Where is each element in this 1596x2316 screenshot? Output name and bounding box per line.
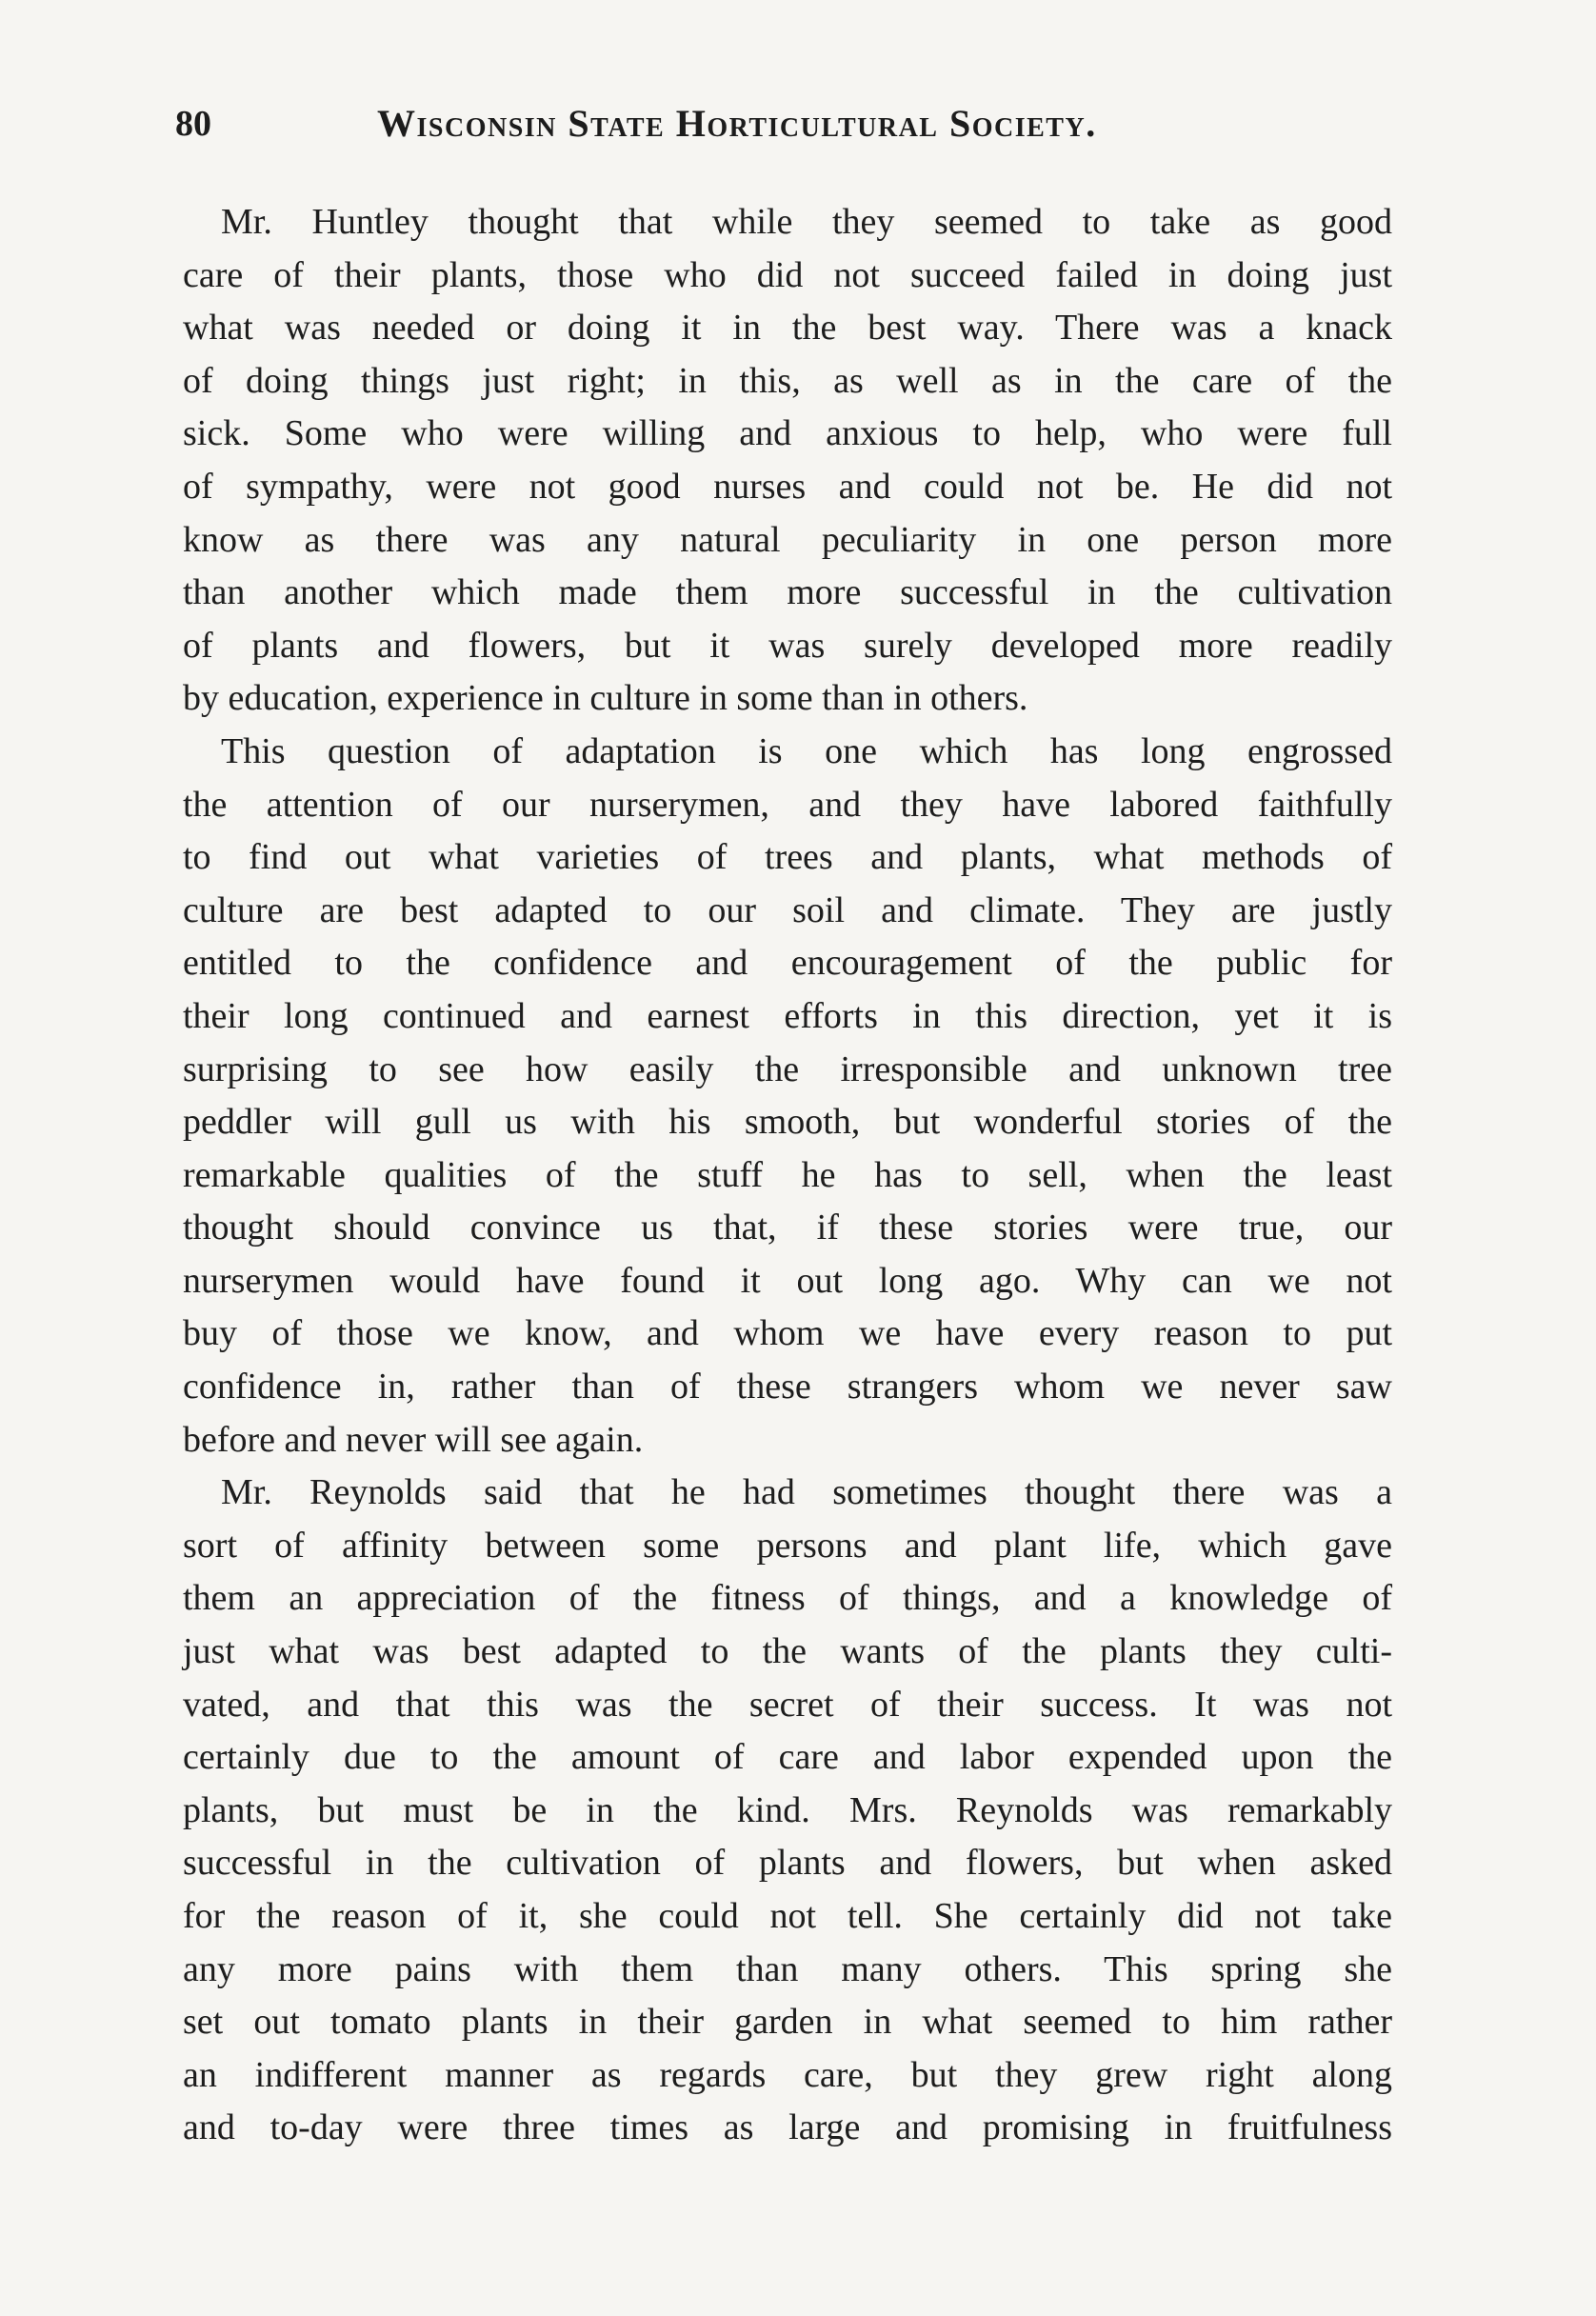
text-line: them an appreciation of the fitness of things, and a knowledge of — [183, 1578, 1392, 1619]
text-line: know as there was any natural peculiarity in one person more — [183, 519, 1392, 560]
text-line: by education, experience in culture in some than in others. — [183, 678, 1028, 719]
text-line: the attention of our nurserymen, and they have labored faithfully — [183, 784, 1392, 825]
body-text — [183, 196, 1392, 2155]
text-line: Mr. Reynolds said that he had sometimes thought there was a — [221, 1472, 1392, 1513]
text-line: for the reason of it, she could not tell. She certainly did not take — [183, 1896, 1392, 1936]
text-line: culture are best adapted to our soil and climate. They are justly — [183, 889, 1392, 930]
text-line: thought should convince us that, if these stories were true, our — [183, 1208, 1392, 1248]
text-line: certainly due to the amount of care and labor expended upon the — [183, 1737, 1392, 1778]
text-line: sick. Some who were willing and anxious to help, who were full — [183, 413, 1392, 454]
text-line: buy of those we know, and whom we have every reason to put — [183, 1313, 1392, 1354]
text-line: of doing things just right; in this, as well as in the care of the — [183, 360, 1392, 401]
text-line: before and never will see again. — [183, 1419, 644, 1460]
paragraph-3 — [183, 1467, 1392, 2155]
text-line: of plants and flowers, but it was surely developed more readily — [183, 625, 1392, 666]
text-line: nurserymen would have found it out long ago. Why can we not — [183, 1260, 1392, 1301]
text-line: successful in the cultivation of plants and flowers, but when asked — [183, 1843, 1392, 1884]
page-number: 80 — [175, 104, 211, 144]
text-line: remarkable qualities of the stuff he has to sell, when the least — [183, 1154, 1392, 1195]
text-line: entitled to the confidence and encouragement of the public for — [183, 943, 1392, 984]
text-line: just what was best adapted to the wants of the plants they culti- — [183, 1631, 1392, 1672]
page-header — [175, 101, 1413, 158]
paragraph-2 — [183, 726, 1392, 1467]
text-line: than another which made them more successful in the cultivation — [183, 572, 1392, 613]
text-line: confidence in, rather than of these strangers whom we never saw — [183, 1367, 1392, 1408]
text-line: set out tomato plants in their garden in what seemed to him rather — [183, 2002, 1392, 2043]
text-line: any more pains with them than many others. This spring she — [183, 1948, 1392, 1989]
text-line: sort of affinity between some persons and plant life, which gave — [183, 1525, 1392, 1566]
text-line: of sympathy, were not good nurses and could not be. He did not — [183, 466, 1392, 507]
text-line: peddler will gull us with his smooth, but wonderful stories of the — [183, 1102, 1392, 1143]
text-line: to find out what varieties of trees and plants, what methods of — [183, 837, 1392, 878]
text-line: an indifferent manner as regards care, but they grew right along — [183, 2054, 1392, 2095]
paragraph-1 — [183, 196, 1392, 726]
text-line: This question of adaptation is one which has long engrossed — [221, 730, 1392, 771]
text-line: care of their plants, those who did not succeed failed in doing just — [183, 254, 1392, 295]
text-line: and to-day were three times as large and promising in fruitfulness — [183, 2107, 1392, 2148]
text-line: their long continued and earnest efforts in this direction, yet it is — [183, 995, 1392, 1036]
text-line: plants, but must be in the kind. Mrs. Reynolds was remarkably — [183, 1789, 1392, 1830]
running-title: Wisconsin State Horticultural Society. — [377, 102, 1097, 145]
text-line: vated, and that this was the secret of their success. It was not — [183, 1684, 1392, 1725]
text-line: surprising to see how easily the irresponsible and unknown tree — [183, 1048, 1392, 1089]
text-line: what was needed or doing it in the best way. There was a knack — [183, 308, 1392, 349]
text-line: Mr. Huntley thought that while they seemed to take as good — [221, 202, 1392, 242]
